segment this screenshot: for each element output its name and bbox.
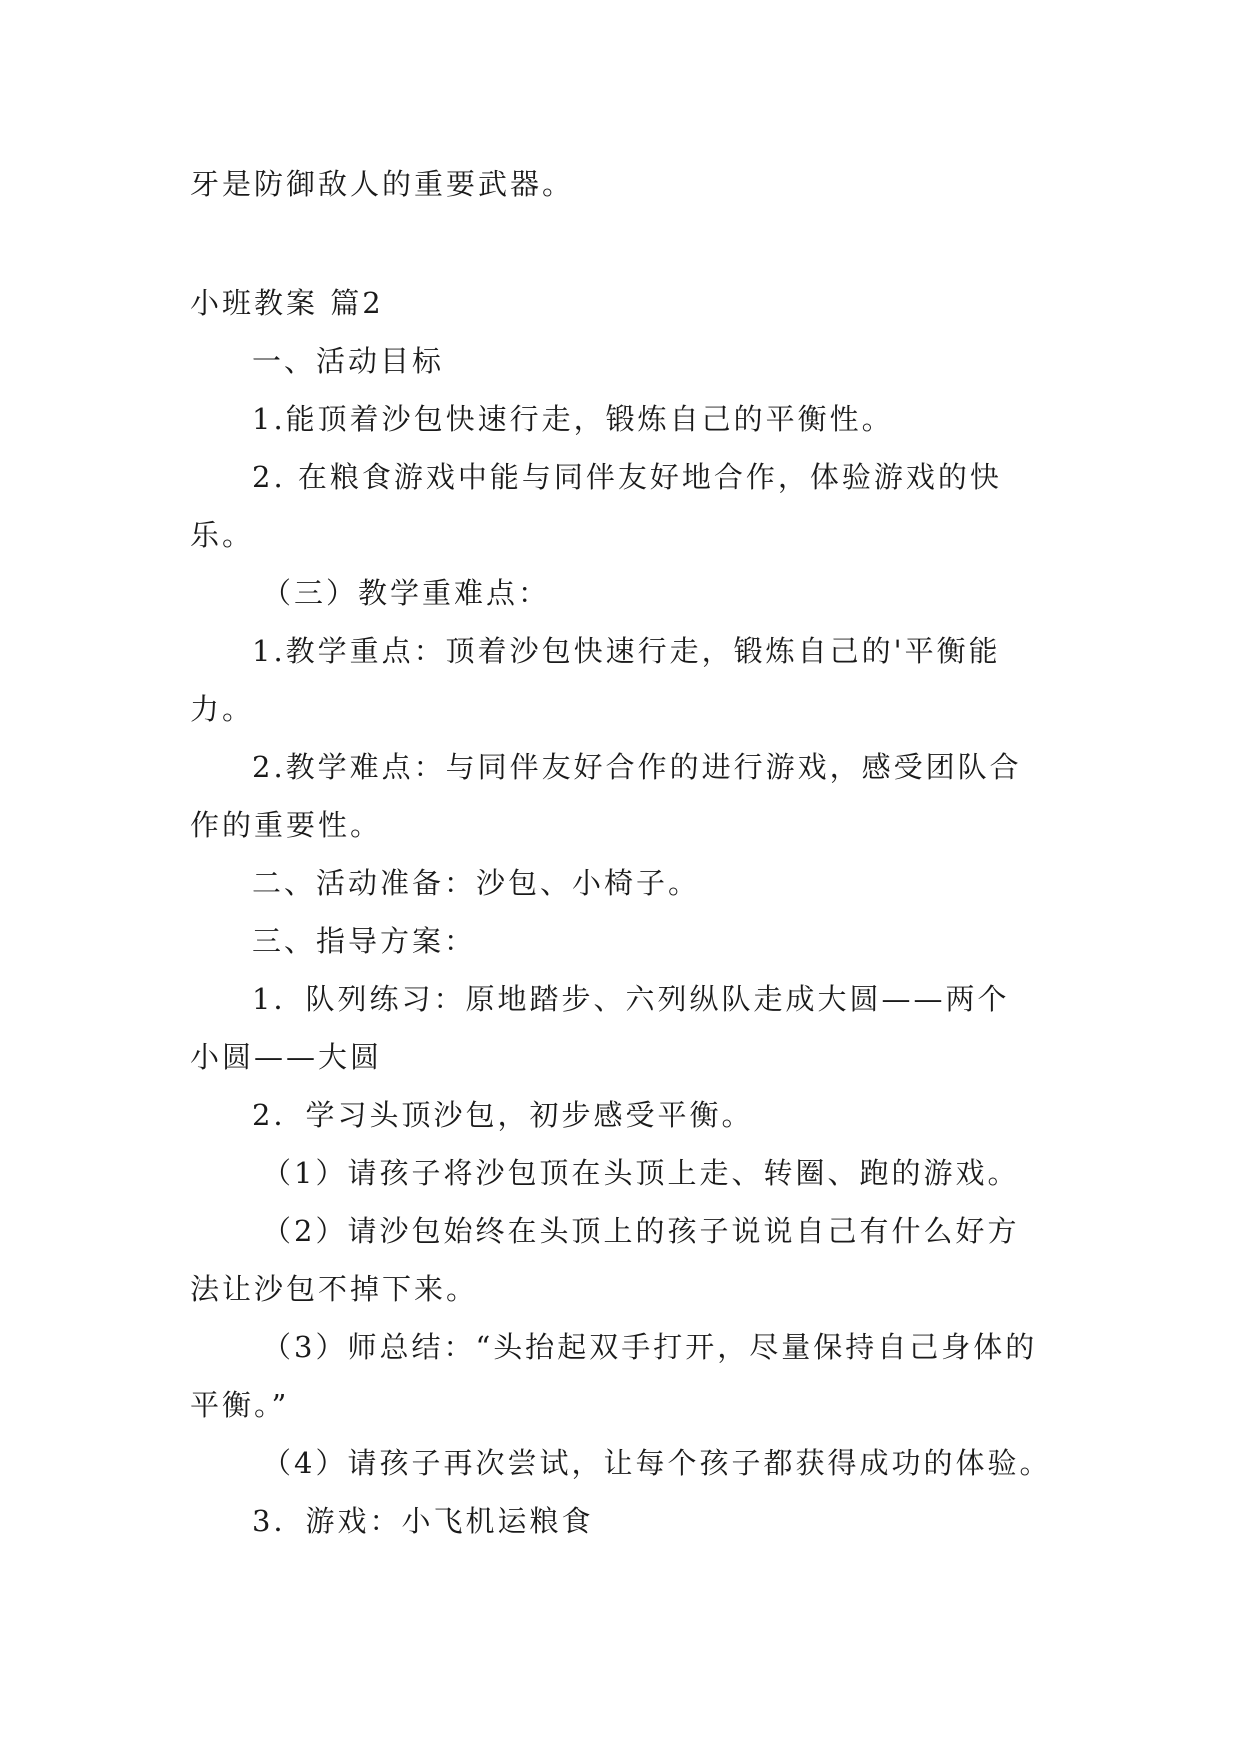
text-line: （三）教学重难点： [262,576,551,610]
text-line: 作的重要性。 [190,808,383,842]
text-line: 一、活动目标 [252,344,445,378]
text-line: （2）请沙包始终在头顶上的孩子说说自己有什么好方 [262,1214,1020,1248]
text-line: 3．游戏：小飞机运粮食 [252,1504,594,1538]
text-line: 2. 在粮食游戏中能与同伴友好地合作，体验游戏的快 [252,460,1002,494]
text-line: 2.教学难点：与同伴友好合作的进行游戏，感受团队合 [252,750,1022,784]
text-line: 平衡。” [190,1388,290,1422]
text-line: 小圆——大圆 [190,1040,383,1074]
text-line: 1.教学重点：顶着沙包快速行走，锻炼自己的'平衡能 [252,634,1001,668]
text-line: 1.能顶着沙包快速行走，锻炼自己的平衡性。 [252,402,894,436]
text-line: （1）请孩子将沙包顶在头顶上走、转圈、跑的游戏。 [262,1156,1020,1190]
text-line: （3）师总结：“头抬起双手打开，尽量保持自己身体的 [262,1330,1038,1364]
text-line: 力。 [190,692,255,726]
text-line: 乐。 [190,518,255,552]
text-line: 三、指导方案： [252,924,477,958]
text-line: （4）请孩子再次尝试，让每个孩子都获得成功的体验。 [262,1446,1052,1480]
section-title: 小班教案 篇2 [190,286,384,320]
text-line: 法让沙包不掉下来。 [190,1272,479,1306]
text-line: 1．队列练习：原地踏步、六列纵队走成大圆——两个 [252,982,1010,1016]
text-line: 二、活动准备：沙包、小椅子。 [252,866,701,900]
text-line: 2．学习头顶沙包，初步感受平衡。 [252,1098,754,1132]
text-line: 牙是防御敌人的重要武器。 [190,167,575,201]
